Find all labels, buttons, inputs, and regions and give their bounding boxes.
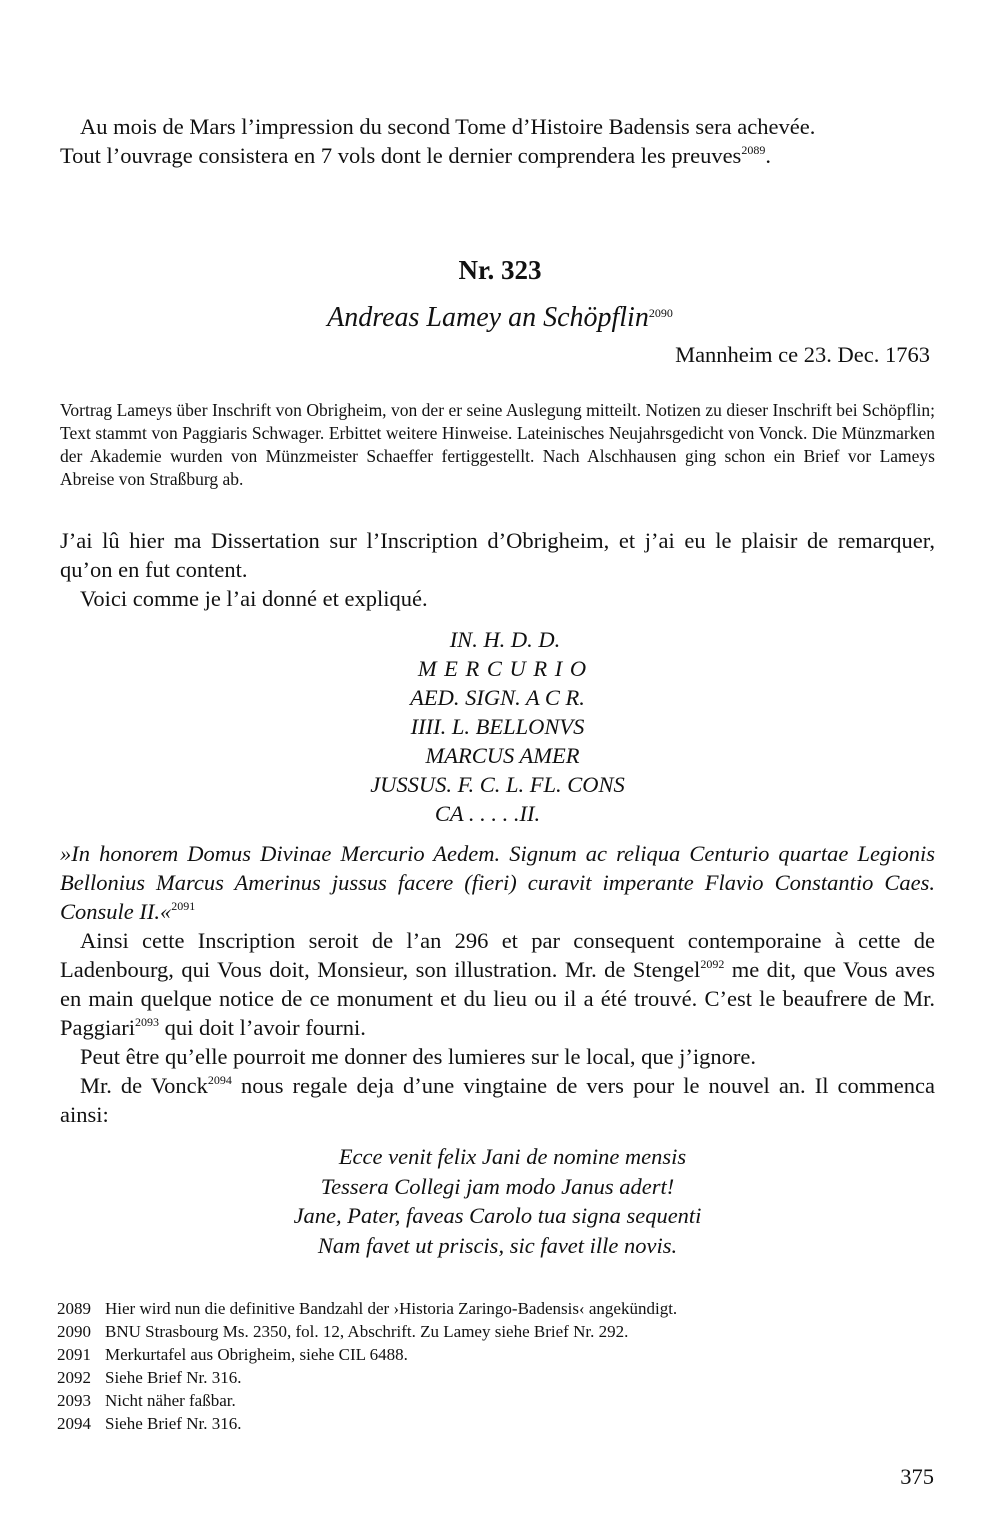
paragraph-line-2-text: Tout l’ouvrage consistera en 7 vols dont le dernier comprendera les preuves: [60, 143, 742, 168]
body-paragraph-4: Peut être qu’elle pourroit me donner des lumieres sur le local, que j’ignore.: [80, 1044, 757, 1069]
inscription-line: JUSSUS. F. C. L. FL. CONS: [370, 772, 625, 797]
paragraph-line-2: [60, 141, 935, 170]
footnote-ref-2094: 2094: [207, 1073, 232, 1087]
footnote-ref-2092: 2092: [700, 957, 725, 971]
inscription-line: CA . . . . .II.: [434, 801, 541, 826]
body-paragraph-5: [60, 1071, 935, 1129]
letter-recipient: [0, 302, 1000, 334]
body-paragraph-3-part-3: qui doit l’avoir fourni.: [158, 1015, 366, 1040]
letter-recipient-text: Andreas Lamey an Schöpflin: [327, 302, 649, 333]
footnote: [57, 1412, 937, 1435]
footnote-text: Nicht näher faßbar.: [105, 1391, 236, 1410]
inscription-line: IIII. L. BELLONVS: [410, 714, 585, 739]
body-paragraph-3-part-2: me dit, que Vous aves en main quelque notice de ce monument et du lieu ou il a été trouvé. C’est le beaufrere de Mr. Paggiari: [60, 957, 935, 1040]
footnote-text: Merkurtafel aus Obrigheim, siehe CIL 6488.: [105, 1345, 408, 1364]
letter-body-continued: [60, 839, 935, 1129]
inscription-line: M E R C U R I O: [417, 656, 588, 681]
place-date: Mannheim ce 23. Dec. 1763: [675, 342, 930, 367]
body-paragraph-2: Voici comme je l’ai donné et expliqué.: [80, 586, 428, 611]
body-paragraph-5-part-1: Mr. de Vonck: [80, 1073, 208, 1098]
footnote-number: 2092: [57, 1368, 91, 1387]
inscription-line: AED. SIGN. A C R.: [410, 685, 585, 710]
footnote-number: 2091: [57, 1345, 91, 1364]
verse-line: Tessera Collegi jam modo Janus adert!: [320, 1173, 675, 1199]
inscription: [60, 625, 935, 828]
body-paragraph-5-part-2: nous regale deja d’une vingtaine de vers pour le nouvel an. Il commenca ainsi:: [60, 1073, 935, 1127]
letter-summary: Vortrag Lameys über Inschrift von Obrigheim, von der er seine Auslegung mitteilt. Notizen zu dieser Inschrift bei Schöpflin; Text stammt von Paggiaris Schwager. Erbittet weitere Hinweise. Lateinisches Neujahrsgedicht von Vonck. Die Münzmarken der Akademie wurden von Münzmeister Schaeffer fertiggestellt. Nach Alschhausen ging schon ein Brief vor Lameys Abreise von Straßburg ab.: [60, 400, 935, 489]
body-paragraph-3: [60, 926, 935, 1042]
paragraph-line-2-end: .: [765, 143, 771, 168]
paragraph-line-1: Au mois de Mars l’impression du second Tome d’Histoire Badensis sera achevée.: [80, 114, 816, 139]
inscription-line: MARCUS AMER: [425, 743, 580, 768]
footnote-number: 2093: [57, 1391, 91, 1410]
footnote: [57, 1366, 937, 1389]
footnote-text: Siehe Brief Nr. 316.: [105, 1368, 242, 1387]
footnote-ref-2093: 2093: [134, 1015, 159, 1029]
footnotes: [57, 1297, 937, 1435]
footnote-ref-2089: 2089: [741, 143, 766, 157]
page-number: 375: [900, 1464, 934, 1489]
body-paragraph-3-part-1: Ainsi cette Inscription seroit de l’an 296 et par consequent contemporaine à cette de Ladenbourg, qui Vous doit, Monsieur, son illustration. Mr. de Stengel: [60, 928, 935, 982]
verse-line: Ecce venit felix Jani de nomine mensis: [338, 1144, 687, 1169]
footnote-ref-2091: 2091: [171, 899, 196, 913]
footnote-ref-2090: 2090: [648, 306, 673, 320]
footnote-text: Siehe Brief Nr. 316.: [105, 1414, 242, 1433]
letter-body-start: [60, 526, 935, 613]
footnote-number: 2089: [57, 1299, 91, 1318]
body-paragraph-1: J’ai lû hier ma Dissertation sur l’Inscription d’Obrigheim, et j’ai eu le plaisir de remarquer, qu’on en fut content.: [60, 528, 935, 582]
inscription-translation-text: »In honorem Domus Divinae Mercurio Aedem. Signum ac reliqua Centurio quartae Legionis Bellonius Marcus Amerinus jussus facere (fieri) curavit imperante Flavio Constantio Caes. Consule II.«: [60, 841, 935, 924]
letter-summary-block: [60, 399, 935, 491]
footnote: [57, 1297, 937, 1320]
verse-line: Jane, Pater, faveas Carolo tua signa sequenti: [293, 1203, 702, 1228]
inscription-line: IN. H. D. D.: [449, 627, 561, 652]
footnote-text: Hier wird nun die definitive Bandzahl der ›Historia Zaringo-Badensis‹ angekündigt.: [105, 1299, 678, 1318]
letter-number: Nr. 323: [458, 255, 542, 285]
footnote: [57, 1320, 937, 1343]
verse-line: Nam favet ut priscis, sic favet ille novis.: [317, 1232, 678, 1258]
footnote-number: 2094: [57, 1414, 91, 1433]
preceding-letter-ending: [60, 112, 935, 170]
inscription-translation: [60, 839, 935, 926]
latin-verse: [60, 1142, 935, 1260]
footnote-text: BNU Strasbourg Ms. 2350, fol. 12, Abschrift. Zu Lamey siehe Brief Nr. 292.: [105, 1322, 629, 1341]
footnote: [57, 1389, 937, 1412]
footnote-number: 2090: [57, 1322, 91, 1341]
footnote: [57, 1343, 937, 1366]
